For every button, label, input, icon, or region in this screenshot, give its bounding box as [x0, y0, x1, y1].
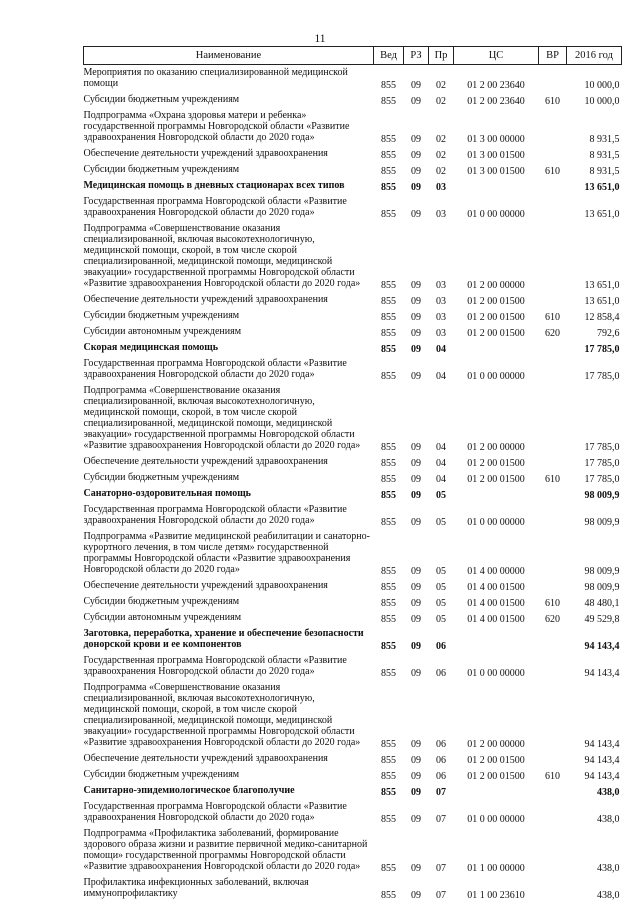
cell-name: Субсидии бюджетным учреждениям — [83, 769, 240, 780]
cell-name: Мероприятия по оказанию специализированной медицинской помощи — [83, 67, 348, 89]
cell-name: Государственная программа Новгородской области «Развитие здравоохранения Новгородской области до 2020 года» — [83, 196, 347, 218]
cell-cs: 01 1 00 00000 — [467, 863, 525, 874]
cell-name: Субсидии бюджетным учреждениям — [83, 94, 240, 105]
cell-pr: 04 — [436, 344, 446, 355]
cell-name: Обеспечение деятельности учреждений здравоохранения — [83, 456, 328, 467]
cell-name: Обеспечение деятельности учреждений здравоохранения — [83, 148, 328, 159]
cell-name: Подпрограмма «Совершенствование оказания специализированной, включая высокотехнологичную, медицинской помощи, скорой, в том числе скорой специализированной, медицинской помощи, медицинской эвакуации» государственной программы Новгородской области «Развитие здравоохранения Новгородской области до 2020 года» — [83, 223, 361, 289]
cell-vr: 620 — [545, 328, 560, 339]
cell-ved: 855 — [381, 80, 396, 91]
table-row — [84, 825, 622, 874]
cell-rz: 09 — [411, 296, 421, 307]
cell-rz: 09 — [411, 166, 421, 177]
cell-cs: 01 2 00 00000 — [467, 280, 525, 291]
cell-ved: 855 — [381, 739, 396, 750]
cell-vr — [539, 65, 567, 92]
cell-rz: 09 — [411, 371, 421, 382]
cell-ved: 855 — [381, 280, 396, 291]
cell-name: Подпрограмма «Совершенствование оказания специализированной, включая высокотехнологичную, медицинской помощи, скорой, в том числе скорой специализированной, медицинской помощи, медицинской эвакуации» государственной программы Новгородской области «Развитие здравоохранения Новгородской области до 2020 года» — [83, 385, 361, 451]
table-row — [84, 782, 622, 798]
cell-name: Подпрограмма «Профилактика заболеваний, формирование здорового образа жизни и развитие первичной медико-санитарной помощи» государственной программы Новгородской области «Развитие здравоохранения Новгородской области до 2020 года» — [83, 828, 368, 872]
cell-pr: 04 — [436, 474, 446, 485]
cell-name: Подпрограмма «Развитие медицинской реабилитации и санаторно-курортного лечения, в том числе детям» государственной программы Новгородской области «Развитие здравоохранения Новгородской области до 2020 года» — [83, 531, 370, 575]
cell-vr — [539, 874, 567, 901]
cell-vr — [539, 625, 567, 652]
cell-cs: 01 0 00 00000 — [467, 668, 525, 679]
page-number: 11 — [314, 33, 326, 45]
cell-pr: 02 — [436, 96, 446, 107]
cell-vr — [539, 220, 567, 291]
cell-cs — [454, 177, 539, 193]
cell-name: Обеспечение деятельности учреждений здравоохранения — [83, 294, 328, 305]
cell-amount: 13 651,0 — [584, 209, 620, 220]
cell-ved: 855 — [381, 166, 396, 177]
table-row — [84, 798, 622, 825]
cell-vr: 610 — [545, 474, 560, 485]
table-row — [84, 652, 622, 679]
cell-cs: 01 4 00 00000 — [467, 566, 525, 577]
table-row — [84, 679, 622, 750]
cell-name: Субсидии бюджетным учреждениям — [83, 310, 240, 321]
cell-pr: 02 — [436, 150, 446, 161]
cell-ved: 855 — [381, 150, 396, 161]
cell-name: Государственная программа Новгородской области «Развитие здравоохранения Новгородской области до 2020 года» — [83, 358, 347, 380]
cell-rz: 09 — [411, 771, 421, 782]
table-row — [84, 501, 622, 528]
cell-pr: 03 — [436, 328, 446, 339]
table-row — [84, 874, 622, 901]
cell-cs — [454, 339, 539, 355]
cell-cs: 01 2 00 01500 — [467, 312, 525, 323]
cell-pr: 03 — [436, 312, 446, 323]
cell-rz: 09 — [411, 458, 421, 469]
cell-amount: 438,0 — [597, 863, 620, 874]
cell-cs: 01 2 00 01500 — [467, 771, 525, 782]
cell-vr — [539, 782, 567, 798]
cell-ved: 855 — [381, 787, 396, 798]
cell-amount: 13 651,0 — [584, 296, 620, 307]
cell-vr — [539, 453, 567, 469]
cell-ved: 855 — [381, 814, 396, 825]
col-header-year: 2016 год — [567, 47, 622, 65]
table-row — [84, 750, 622, 766]
cell-ved: 855 — [381, 344, 396, 355]
table-row — [84, 339, 622, 355]
cell-cs: 01 2 00 23640 — [467, 96, 525, 107]
cell-cs: 01 0 00 00000 — [467, 517, 525, 528]
cell-ved: 855 — [381, 490, 396, 501]
cell-cs: 01 2 00 01500 — [467, 458, 525, 469]
budget-table — [83, 46, 622, 901]
table-row — [84, 593, 622, 609]
cell-cs: 01 0 00 00000 — [467, 371, 525, 382]
cell-amount: 17 785,0 — [584, 442, 620, 453]
cell-rz: 09 — [411, 668, 421, 679]
cell-pr: 03 — [436, 209, 446, 220]
cell-pr: 07 — [436, 814, 446, 825]
table-row — [84, 469, 622, 485]
table-row — [84, 528, 622, 577]
col-header-name: Наименование — [84, 47, 374, 65]
cell-rz: 09 — [411, 280, 421, 291]
cell-cs: 01 2 00 01500 — [467, 474, 525, 485]
cell-name: Государственная программа Новгородской области «Развитие здравоохранения Новгородской области до 2020 года» — [83, 655, 347, 677]
cell-name: Санаторно-оздоровительная помощь — [83, 488, 251, 499]
table-row — [84, 766, 622, 782]
cell-amount: 792,6 — [597, 328, 620, 339]
cell-rz: 09 — [411, 209, 421, 220]
cell-rz: 09 — [411, 890, 421, 901]
cell-cs: 01 4 00 01500 — [467, 598, 525, 609]
table-header — [84, 47, 622, 65]
cell-amount: 94 143,4 — [584, 771, 620, 782]
cell-pr: 06 — [436, 771, 446, 782]
cell-cs: 01 2 00 00000 — [467, 739, 525, 750]
cell-name: Обеспечение деятельности учреждений здравоохранения — [83, 580, 328, 591]
cell-cs: 01 2 00 01500 — [467, 296, 525, 307]
cell-ved: 855 — [381, 771, 396, 782]
cell-vr — [539, 382, 567, 453]
cell-ved: 855 — [381, 598, 396, 609]
cell-amount: 8 931,5 — [589, 166, 620, 177]
cell-vr: 620 — [545, 614, 560, 625]
cell-ved: 855 — [381, 458, 396, 469]
table-row — [84, 453, 622, 469]
cell-cs: 01 0 00 00000 — [467, 814, 525, 825]
cell-vr — [539, 291, 567, 307]
cell-ved: 855 — [381, 890, 396, 901]
cell-amount: 8 931,5 — [589, 150, 620, 161]
cell-vr — [539, 679, 567, 750]
cell-vr — [539, 193, 567, 220]
cell-pr: 05 — [436, 566, 446, 577]
cell-cs — [454, 625, 539, 652]
cell-rz: 09 — [411, 474, 421, 485]
table-row — [84, 323, 622, 339]
cell-ved: 855 — [381, 312, 396, 323]
cell-amount: 17 785,0 — [584, 371, 620, 382]
cell-ved: 855 — [381, 474, 396, 485]
cell-cs: 01 4 00 01500 — [467, 614, 525, 625]
cell-rz: 09 — [411, 442, 421, 453]
cell-vr — [539, 485, 567, 501]
cell-name: Субсидии автономным учреждениям — [83, 326, 242, 337]
table-row — [84, 65, 622, 92]
cell-pr: 05 — [436, 582, 446, 593]
cell-vr — [539, 798, 567, 825]
cell-name: Профилактика инфекционных заболеваний, включая иммунопрофилактику — [83, 877, 309, 899]
cell-rz: 09 — [411, 787, 421, 798]
cell-rz: 09 — [411, 80, 421, 91]
cell-amount: 49 529,8 — [584, 614, 620, 625]
cell-ved: 855 — [381, 134, 396, 145]
cell-vr — [539, 825, 567, 874]
cell-name: Медицинская помощь в дневных стационарах всех типов — [83, 180, 345, 191]
cell-name: Подпрограмма «Охрана здоровья матери и ребенка» государственной программы Новгородской области «Развитие здравоохранения Новгородской области до 2020 года» — [83, 110, 350, 143]
cell-ved: 855 — [381, 96, 396, 107]
cell-cs: 01 3 00 00000 — [467, 134, 525, 145]
cell-ved: 855 — [381, 863, 396, 874]
cell-amount: 17 785,0 — [584, 344, 620, 355]
cell-vr: 610 — [545, 96, 560, 107]
cell-vr: 610 — [545, 166, 560, 177]
cell-name: Обеспечение деятельности учреждений здравоохранения — [83, 753, 328, 764]
cell-rz: 09 — [411, 96, 421, 107]
cell-vr: 610 — [545, 771, 560, 782]
cell-amount: 98 009,9 — [584, 490, 620, 501]
cell-rz: 09 — [411, 641, 421, 652]
table-row — [84, 177, 622, 193]
cell-ved: 855 — [381, 296, 396, 307]
cell-rz: 09 — [411, 182, 421, 193]
cell-ved: 855 — [381, 668, 396, 679]
cell-amount: 17 785,0 — [584, 474, 620, 485]
cell-rz: 09 — [411, 328, 421, 339]
cell-amount: 48 480,1 — [584, 598, 620, 609]
cell-amount: 98 009,9 — [584, 566, 620, 577]
cell-pr: 05 — [436, 598, 446, 609]
cell-ved: 855 — [381, 182, 396, 193]
cell-rz: 09 — [411, 312, 421, 323]
col-header-rz: РЗ — [404, 47, 429, 65]
cell-amount: 94 143,4 — [584, 755, 620, 766]
cell-vr — [539, 652, 567, 679]
cell-cs: 01 1 00 23610 — [467, 890, 525, 901]
cell-rz: 09 — [411, 134, 421, 145]
cell-ved: 855 — [381, 582, 396, 593]
cell-name: Государственная программа Новгородской области «Развитие здравоохранения Новгородской области до 2020 года» — [83, 801, 347, 823]
cell-ved: 855 — [381, 371, 396, 382]
cell-vr — [539, 750, 567, 766]
table-row — [84, 382, 622, 453]
cell-rz: 09 — [411, 598, 421, 609]
cell-rz: 09 — [411, 566, 421, 577]
cell-pr: 07 — [436, 787, 446, 798]
cell-cs — [454, 782, 539, 798]
table-row — [84, 307, 622, 323]
cell-rz: 09 — [411, 739, 421, 750]
cell-pr: 03 — [436, 182, 446, 193]
cell-rz: 09 — [411, 814, 421, 825]
cell-ved: 855 — [381, 755, 396, 766]
cell-name: Субсидии автономным учреждениям — [83, 612, 242, 623]
cell-cs: 01 2 00 23640 — [467, 80, 525, 91]
table-body — [84, 65, 622, 902]
col-header-pr: Пр — [429, 47, 454, 65]
cell-amount: 10 000,0 — [584, 96, 620, 107]
cell-pr: 02 — [436, 134, 446, 145]
table-row — [84, 625, 622, 652]
cell-pr: 06 — [436, 739, 446, 750]
table-row — [84, 609, 622, 625]
table-row — [84, 161, 622, 177]
cell-rz: 09 — [411, 863, 421, 874]
table-row — [84, 107, 622, 145]
cell-ved: 855 — [381, 209, 396, 220]
cell-amount: 12 858,4 — [584, 312, 620, 323]
cell-pr: 05 — [436, 517, 446, 528]
cell-pr: 05 — [436, 614, 446, 625]
cell-vr — [539, 177, 567, 193]
cell-pr: 07 — [436, 890, 446, 901]
cell-pr: 05 — [436, 490, 446, 501]
cell-amount: 98 009,9 — [584, 582, 620, 593]
cell-cs: 01 0 00 00000 — [467, 209, 525, 220]
cell-ved: 855 — [381, 566, 396, 577]
cell-rz: 09 — [411, 344, 421, 355]
cell-amount: 98 009,9 — [584, 517, 620, 528]
cell-pr: 03 — [436, 280, 446, 291]
col-header-ved: Вед — [374, 47, 404, 65]
cell-cs — [454, 485, 539, 501]
cell-ved: 855 — [381, 517, 396, 528]
table-row — [84, 145, 622, 161]
cell-vr: 610 — [545, 312, 560, 323]
cell-cs: 01 4 00 01500 — [467, 582, 525, 593]
cell-amount: 438,0 — [597, 814, 620, 825]
cell-vr — [539, 577, 567, 593]
cell-vr — [539, 528, 567, 577]
cell-pr: 03 — [436, 296, 446, 307]
table-row — [84, 291, 622, 307]
cell-vr — [539, 145, 567, 161]
cell-vr — [539, 107, 567, 145]
col-header-cs: ЦС — [454, 47, 539, 65]
cell-pr: 04 — [436, 442, 446, 453]
cell-cs: 01 3 00 01500 — [467, 166, 525, 177]
cell-amount: 94 143,4 — [584, 641, 620, 652]
cell-pr: 02 — [436, 80, 446, 91]
cell-ved: 855 — [381, 641, 396, 652]
cell-pr: 04 — [436, 458, 446, 469]
cell-name: Субсидии бюджетным учреждениям — [83, 596, 240, 607]
cell-name: Субсидии бюджетным учреждениям — [83, 164, 240, 175]
cell-vr: 610 — [545, 598, 560, 609]
table-row — [84, 91, 622, 107]
cell-pr: 06 — [436, 755, 446, 766]
cell-ved: 855 — [381, 328, 396, 339]
cell-rz: 09 — [411, 490, 421, 501]
cell-pr: 02 — [436, 166, 446, 177]
cell-pr: 06 — [436, 641, 446, 652]
cell-vr — [539, 339, 567, 355]
cell-name: Подпрограмма «Совершенствование оказания специализированной, включая высокотехнологичную, медицинской помощи, скорой, в том числе скорой специализированной, медицинской помощи, медицинской эвакуации» государственной программы Новгородской области «Развитие здравоохранения Новгородской области до 2020 года» — [83, 682, 361, 748]
cell-amount: 438,0 — [597, 787, 620, 798]
cell-name: Скорая медицинская помощь — [83, 342, 218, 353]
cell-cs: 01 2 00 01500 — [467, 755, 525, 766]
cell-rz: 09 — [411, 755, 421, 766]
cell-name: Субсидии бюджетным учреждениям — [83, 472, 240, 483]
cell-cs: 01 3 00 01500 — [467, 150, 525, 161]
cell-name: Санитарно-эпидемиологическое благополучие — [83, 785, 295, 796]
cell-rz: 09 — [411, 150, 421, 161]
col-header-vr: ВР — [539, 47, 567, 65]
cell-name: Государственная программа Новгородской области «Развитие здравоохранения Новгородской области до 2020 года» — [83, 504, 347, 526]
cell-rz: 09 — [411, 582, 421, 593]
cell-vr — [539, 501, 567, 528]
cell-pr: 07 — [436, 863, 446, 874]
cell-vr — [539, 355, 567, 382]
table-row — [84, 485, 622, 501]
cell-rz: 09 — [411, 517, 421, 528]
cell-rz: 09 — [411, 614, 421, 625]
cell-amount: 13 651,0 — [584, 182, 620, 193]
cell-ved: 855 — [381, 442, 396, 453]
cell-amount: 8 931,5 — [589, 134, 620, 145]
cell-amount: 10 000,0 — [584, 80, 620, 91]
cell-amount: 94 143,4 — [584, 739, 620, 750]
cell-pr: 04 — [436, 371, 446, 382]
cell-cs: 01 2 00 00000 — [467, 442, 525, 453]
cell-pr: 06 — [436, 668, 446, 679]
table-row — [84, 193, 622, 220]
cell-name: Заготовка, переработка, хранение и обеспечение безопасности донорской крови и ее компонентов — [83, 628, 364, 650]
cell-amount: 94 143,4 — [584, 668, 620, 679]
table-row — [84, 220, 622, 291]
cell-ved: 855 — [381, 614, 396, 625]
cell-amount: 13 651,0 — [584, 280, 620, 291]
cell-amount: 17 785,0 — [584, 458, 620, 469]
table-row — [84, 577, 622, 593]
cell-amount: 438,0 — [597, 890, 620, 901]
table-row — [84, 355, 622, 382]
cell-cs: 01 2 00 01500 — [467, 328, 525, 339]
